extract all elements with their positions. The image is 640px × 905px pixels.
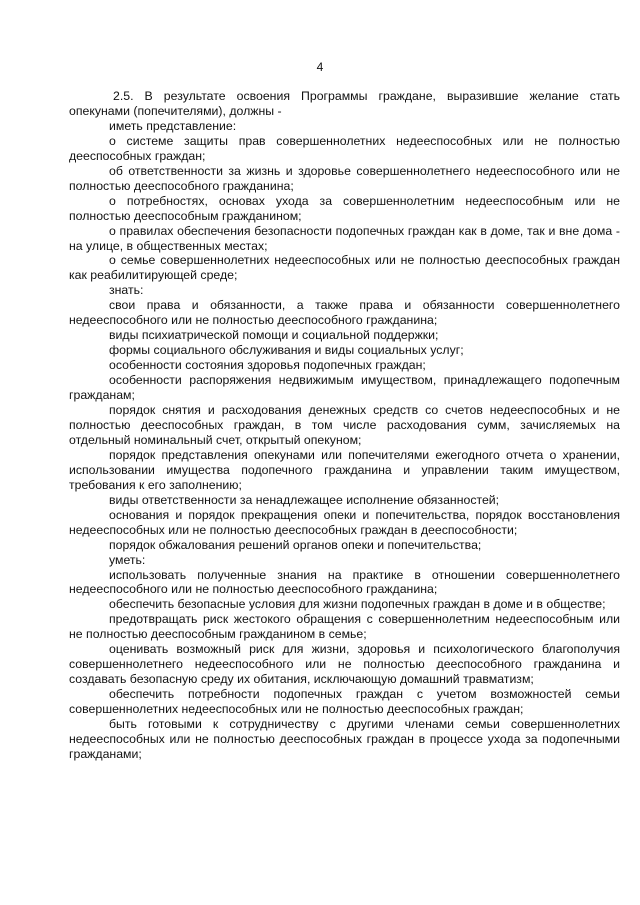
body-paragraph: виды психиатрической помощи и социальной поддержки;: [109, 328, 439, 343]
body-paragraph: обеспечить потребности подопечных граждан с учетом возможностей семьи совершеннолетних недееспособных или не полностью дееспособных граждан;: [69, 687, 620, 717]
document-body: [69, 89, 620, 762]
body-paragraph: порядок представления опекунами или попечителями ежегодного отчета о хранении, использовании имущества подопечного гражданина и управлении таким имуществом, требования к его заполнению;: [69, 447, 620, 492]
body-paragraph: об ответственности за жизнь и здоровье совершеннолетнего недееспособного или не полностью дееспособного гражданина;: [69, 163, 620, 193]
body-paragraph: особенности состояния здоровья подопечных граждан;: [109, 358, 426, 373]
body-paragraph: предотвращать риск жестокого обращения с совершеннолетним недееспособным или не полностью дееспособным гражданином в семье;: [69, 612, 620, 642]
body-paragraph: формы социального обслуживания и виды социальных услуг;: [109, 343, 464, 358]
body-paragraph: виды ответственности за ненадлежащее исполнение обязанностей;: [109, 492, 500, 507]
body-paragraph: оценивать возможный риск для жизни, здоровья и психологического благополучия совершеннолетнего недееспособного или не полностью дееспособного гражданина и создавать безопасную среду их обитания, исключающую домашний травматизм;: [69, 642, 620, 687]
body-paragraph: основания и порядок прекращения опеки и попечительства, порядок восстановления недееспособных или не полностью дееспособных граждан в дееспособности;: [69, 507, 620, 537]
body-paragraph: порядок обжалования решений органов опеки и попечительства;: [109, 537, 482, 552]
page-number: 4: [316, 60, 324, 74]
body-paragraph: обеспечить безопасные условия для жизни подопечных граждан в доме и в обществе;: [109, 597, 606, 612]
body-paragraph: особенности распоряжения недвижимым имуществом, принадлежащего подопечным гражданам;: [69, 373, 620, 403]
body-paragraph: иметь представление:: [109, 118, 237, 133]
body-paragraph: использовать полученные знания на практике в отношении совершеннолетнего недееспособного или не полностью дееспособного гражданина;: [69, 567, 620, 597]
body-paragraph: уметь:: [109, 552, 146, 567]
body-paragraph: о потребностях, основах ухода за совершеннолетним недееспособным или не полностью дееспособным гражданином;: [69, 193, 620, 223]
body-paragraph: о семье совершеннолетних недееспособных или не полностью дееспособных граждан как реабилитирующей среде;: [69, 253, 620, 283]
body-paragraph: знать:: [109, 283, 144, 298]
body-paragraph: быть готовыми к сотрудничеству с другими членами семьи совершеннолетних недееспособных или не полностью дееспособных граждан в процессе ухода за подопечными гражданами;: [69, 717, 620, 761]
body-paragraph: порядок снятия и расходования денежных средств со счетов недееспособных и не полностью дееспособных граждан, в том числе расходования сумм, зачисляемых на отдельный номинальный счет, открытый опекуном;: [69, 403, 620, 447]
body-paragraph: свои права и обязанности, а также права и обязанности совершеннолетнего недееспособного или не полностью дееспособного гражданина;: [69, 298, 620, 328]
body-paragraph: о правилах обеспечения безопасности подопечных граждан как в доме, так и вне дома - на улице, в общественных местах;: [69, 223, 620, 253]
section-heading-paragraph: 2.5. В результате освоения Программы граждане, выразившие желание стать опекунами (попечителями), должны -: [69, 89, 620, 118]
body-paragraph: о системе защиты прав совершеннолетних недееспособных или не полностью дееспособных граждан;: [69, 133, 620, 163]
